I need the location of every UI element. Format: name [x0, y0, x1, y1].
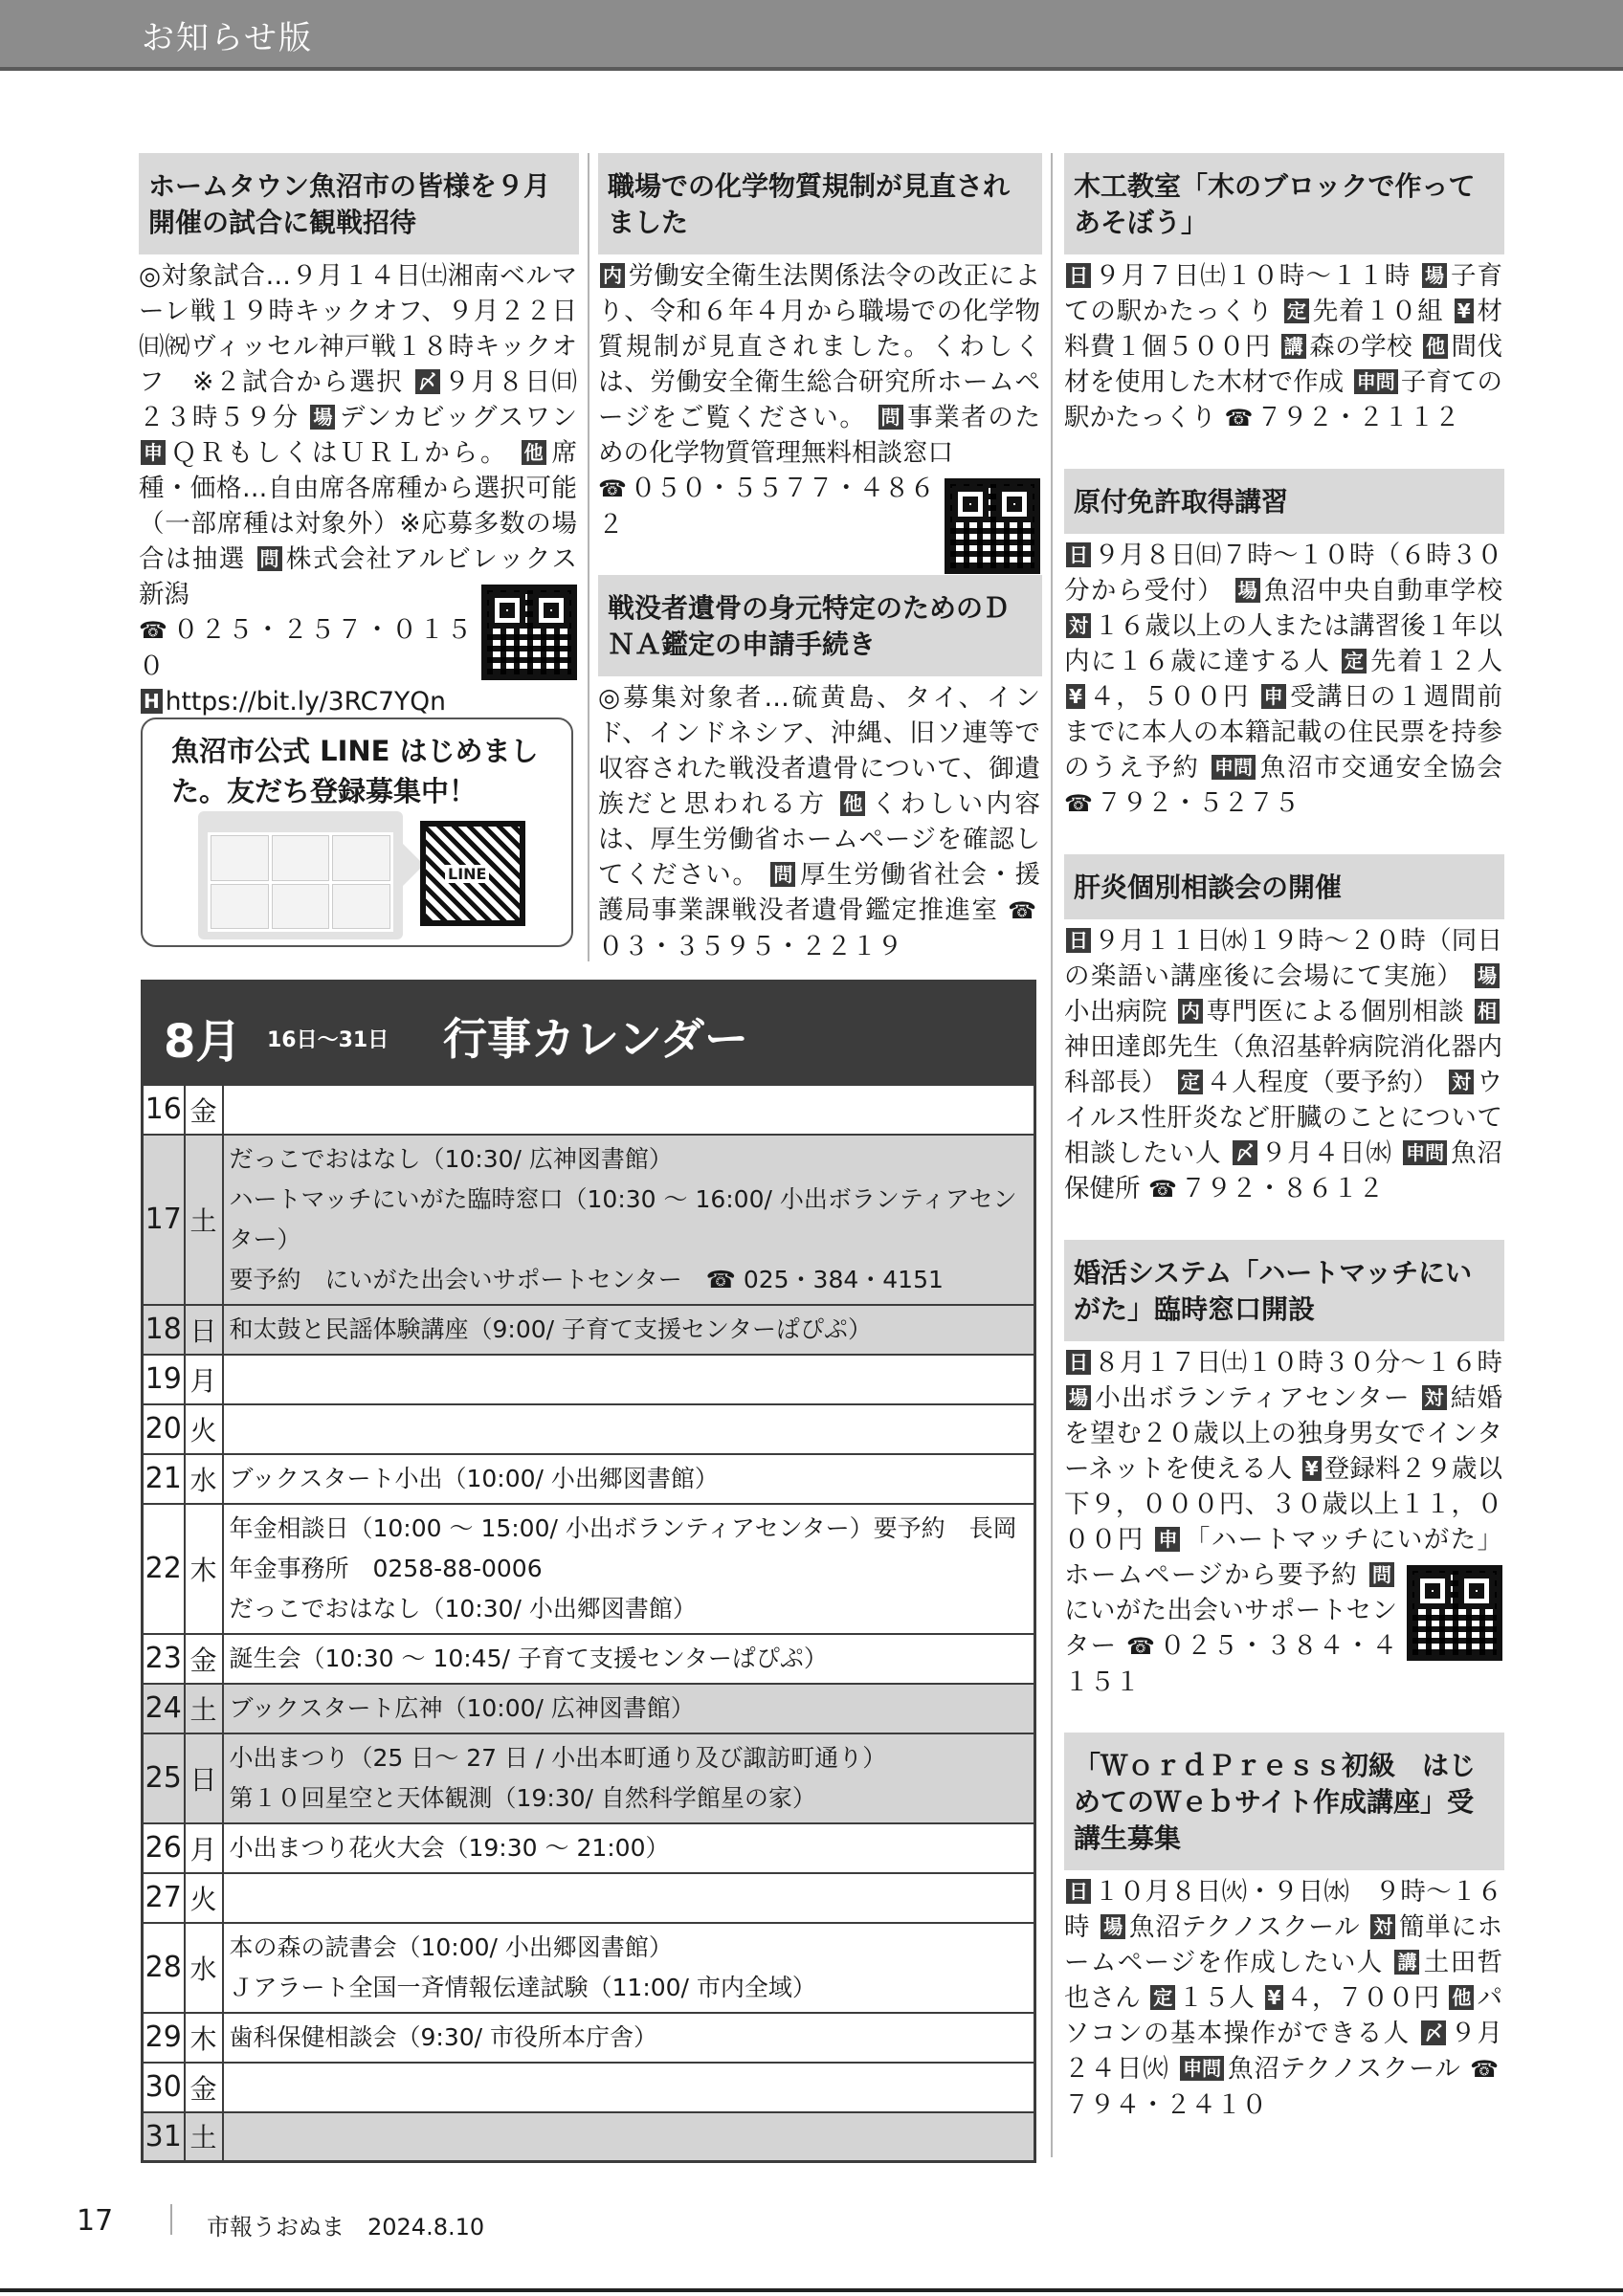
place-tag: 場 — [310, 405, 335, 430]
column-divider-2 — [1051, 153, 1053, 2157]
phone-number: ０２５・２５７・０１５０ — [139, 615, 472, 681]
contact-tag: 問 — [770, 862, 795, 887]
phone-icon: ☎ — [139, 617, 169, 644]
place-tag: 場 — [1475, 963, 1500, 988]
calendar-weekday: 土 — [185, 1135, 223, 1305]
calendar-day: 29 — [143, 2013, 185, 2063]
article-title: 職場での化学物質規制が見直されました — [598, 153, 1042, 254]
article-body: 日 ９月８日㈰７時～１０時（６時３０分から受付） 場 魚沼中央自動車学校 対 １６歳以上の人または講習後１年以内に１６歳に達する人 定 先着１２人 ¥ ４，５００円 申 受講日の１週間前までに本人の本籍記載の住民票を持参のうえ予約 申問 魚沼市交通安全協会 ☎ ７９２・５２７５ — [1064, 541, 1503, 818]
calendar-events — [223, 1923, 1035, 2013]
fee-tag: ¥ — [1265, 1985, 1284, 2010]
target-tag: 対 — [1066, 613, 1091, 638]
calendar-weekday: 水 — [185, 1454, 223, 1504]
article-body: 日 ９月１１日㈬１９時～２０時（同日の楽語い講座後に会場にて実施） 場小出病院 内 専門医による個別相談 相神田達郎先生（魚沼基幹病院消化器内科部長） 定 ４人程度（要予約） 対 ウイルス性肝炎など肝臓のことについて相談したい人 〆 ９月４日㈬ 申問 魚沼保健所 ☎ ７９２・８６１２ — [1064, 926, 1502, 1203]
calendar-events — [223, 2112, 1035, 2162]
article-title: 原付免許取得講習 — [1064, 469, 1504, 534]
calendar-event: 要予約 にいがた出会いサポートセンター ☎ 025・384・4151 — [229, 1265, 944, 1293]
calendar-event: ハートマッチにいがた臨時窓口（10:30 ～ 16:00/ 小出ボランティアセンター） — [229, 1184, 1017, 1253]
calendar-range: 16日～31日 — [267, 1028, 389, 1052]
calendar-event: 小出まつり花火大会（19:30 ～ 21:00） — [229, 1833, 670, 1862]
calendar-event: ブックスタート広神（10:00/ 広神図書館） — [229, 1693, 695, 1722]
bottom-rule — [0, 2288, 1623, 2292]
calendar-row — [143, 1305, 1035, 1355]
article-body: 内 労働安全衛生法関係法令の改正により、令和６年４月から職場での化学物質規制が見直されました。くわしくは、労働安全衛生総合研究所ホームページをご覧ください。 問 事業者のための化学物質管理無料相談窓口 ☎ ０５０・５５７７・４８６２ — [598, 254, 1042, 542]
calendar-weekday: 日 — [185, 1305, 223, 1355]
date-tag: 日 — [1066, 542, 1091, 567]
event-calendar — [141, 980, 1036, 2163]
calendar-events — [223, 2013, 1035, 2063]
lecturer-tag: 講 — [1394, 1950, 1419, 1975]
publication-name: 市報うおぬま 2024.8.10 — [207, 2214, 485, 2241]
calendar-event: 第１０回星空と天体観測（19:30/ 自然科学館星の家） — [229, 1783, 816, 1812]
calendar-month: 8月 — [164, 1015, 242, 1069]
calendar-row — [143, 1355, 1035, 1404]
phone-icon: ☎ — [1147, 1176, 1177, 1203]
target-tag: 対 — [1422, 1385, 1447, 1410]
apply-tag: 申 — [1155, 1527, 1180, 1552]
deadline-tag: 〆 — [1421, 2020, 1446, 2045]
phone-number: ７９２・２１１２ — [1256, 403, 1460, 432]
section-title: お知らせ版 — [142, 19, 313, 57]
place-tag: 場 — [1422, 263, 1447, 288]
calendar-weekday: 火 — [185, 1873, 223, 1923]
calendar-row — [143, 1085, 1035, 1135]
fee-tag: ¥ — [1455, 298, 1474, 323]
calendar-row — [143, 2112, 1035, 2162]
calendar-events — [223, 1454, 1035, 1504]
calendar-day: 18 — [143, 1305, 185, 1355]
article-body: 日 １０月８日㈫・９日㈬ ９時～１６時 場 魚沼テクノスクール 対 簡単にホームページを作成したい人 講 土田哲也さん 定 １５人 ¥ ４，７００円 他 パソコンの基本操作ができる人 〆 ９月２４日㈫ 申問 魚沼テクノスクール ☎７９４・２４１０ — [1064, 1877, 1502, 2120]
calendar-day: 25 — [143, 1733, 185, 1823]
calendar-event: ブックスタート小出（10:00/ 小出郷図書館） — [229, 1464, 719, 1492]
calendar-event: Ｊアラート全国一斉情報伝達試験（11:00/ 市内全域） — [229, 1973, 816, 2001]
article-moped-license — [1064, 469, 1504, 822]
calendar-event: 誕生会（10:30 ～ 10:45/ 子育て支援センターぱぴぷ） — [229, 1644, 828, 1672]
calendar-events — [223, 1305, 1035, 1355]
calendar-row — [143, 2013, 1035, 2063]
calendar-day: 19 — [143, 1355, 185, 1404]
calendar-weekday: 木 — [185, 2013, 223, 2063]
calendar-header — [141, 980, 1036, 1083]
calendar-row — [143, 1923, 1035, 2013]
calendar-day: 26 — [143, 1823, 185, 1873]
article-title: ホームタウン魚沼市の皆様を９月開催の試合に観戦招待 — [139, 153, 579, 254]
fee-tag: ¥ — [1302, 1456, 1322, 1481]
calendar-weekday: 木 — [185, 1504, 223, 1634]
calendar-events — [223, 1684, 1035, 1733]
phone-icon: ☎ — [598, 475, 627, 502]
calendar-day: 21 — [143, 1454, 185, 1504]
article-chemical-regulation — [598, 153, 1042, 542]
header-rule — [0, 67, 1623, 71]
calendar-day: 31 — [143, 2112, 185, 2162]
calendar-day: 20 — [143, 1404, 185, 1454]
calendar-weekday: 土 — [185, 1684, 223, 1733]
calendar-events — [223, 1873, 1035, 1923]
capacity-tag: 定 — [1342, 649, 1367, 673]
capacity-tag: 定 — [1150, 1985, 1175, 2010]
article-title: 肝炎個別相談会の開催 — [1064, 854, 1504, 919]
contact-tag: 問 — [257, 546, 282, 571]
calendar-weekday: 火 — [185, 1404, 223, 1454]
phone-icon: ☎ — [1064, 790, 1093, 817]
article-match-invitation — [139, 153, 579, 719]
phone-icon: ☎ — [1008, 897, 1036, 924]
date-tag: 日 — [1066, 263, 1091, 288]
calendar-row — [143, 1634, 1035, 1684]
phone-number: ７９２・５２７５ — [1096, 788, 1300, 818]
place-tag: 場 — [1066, 1385, 1091, 1410]
calendar-events — [223, 1404, 1035, 1454]
phone-number: ７９４・２４１０ — [1064, 2090, 1267, 2120]
calendar-day: 23 — [143, 1634, 185, 1684]
calendar-day: 22 — [143, 1504, 185, 1634]
line-promo-box — [141, 718, 573, 947]
article-title: 婚活システム「ハートマッチにいがた」臨時窓口開設 — [1064, 1240, 1504, 1341]
calendar-events — [223, 1504, 1035, 1634]
contact-tag: 問 — [1369, 1562, 1394, 1587]
calendar-day: 30 — [143, 2063, 185, 2112]
phone-number: ７９２・８６１２ — [1180, 1174, 1384, 1203]
target-tag: 対 — [1449, 1070, 1474, 1094]
article-title: 「ＷｏｒｄＰｒｅｓｓ初級 はじめてのＷｅｂサイト作成講座」受講生募集 — [1064, 1733, 1504, 1870]
calendar-table — [141, 1083, 1036, 2163]
calendar-weekday: 金 — [185, 1085, 223, 1135]
date-tag: 日 — [1066, 1350, 1091, 1375]
url-link[interactable]: https://bit.ly/3RC7YQn — [165, 687, 446, 717]
phone-icon: ☎ — [1224, 405, 1254, 431]
calendar-day: 24 — [143, 1684, 185, 1733]
calendar-events — [223, 1634, 1035, 1684]
calendar-weekday: 金 — [185, 2063, 223, 2112]
phone-icon: ☎ — [1470, 2056, 1499, 2083]
calendar-weekday: 金 — [185, 1634, 223, 1684]
apply-contact-tag: 申問 — [1354, 369, 1398, 394]
calendar-events — [223, 2063, 1035, 2112]
line-qr-label: LINE — [445, 865, 489, 883]
calendar-row — [143, 1733, 1035, 1823]
calendar-weekday: 土 — [185, 2112, 223, 2162]
calendar-event: 和太鼓と民謡体験講座（9:00/ 子育て支援センターぱぴぷ） — [229, 1314, 873, 1343]
fee-tag: ¥ — [1066, 684, 1085, 709]
article-body: 日 ９月７日㈯１０時～１１時 場 子育ての駅かたっくり 定 先着１０組 ¥ 材料費１個５００円 講 森の学校 他 間伐材を使用した木材で作成 申問 子育ての駅かたっくり ☎ ７９２・２１１２ — [1064, 261, 1503, 432]
calendar-event: 本の森の読書会（10:00/ 小出郷図書館） — [229, 1932, 673, 1961]
apply-contact-tag: 申問 — [1212, 755, 1256, 780]
calendar-row — [143, 1504, 1035, 1634]
article-dna-appraisal — [598, 575, 1042, 964]
calendar-events — [223, 1355, 1035, 1404]
article-wordpress-course — [1064, 1733, 1504, 2123]
calendar-events — [223, 1135, 1035, 1305]
calendar-day: 28 — [143, 1923, 185, 2013]
calendar-event: 年金相談日（10:00 ～ 15:00/ 小出ボランティアセンター）要予約 長岡年金事務所 0258-88-0006 — [229, 1513, 1017, 1582]
place-tag: 場 — [1101, 1914, 1125, 1939]
calendar-day: 27 — [143, 1873, 185, 1923]
footer-divider — [170, 2204, 172, 2235]
calendar-row — [143, 2063, 1035, 2112]
apply-contact-tag: 申問 — [1180, 2056, 1224, 2081]
header-bar — [0, 0, 1623, 69]
calendar-weekday: 月 — [185, 1355, 223, 1404]
apply-tag: 申 — [1261, 684, 1286, 709]
contact-tag: 問 — [878, 405, 903, 430]
phone-number: ０５０・５５７７・４８６２ — [598, 474, 935, 540]
article-woodwork-class — [1064, 153, 1504, 436]
other-tag: 他 — [840, 791, 865, 816]
calendar-row — [143, 1873, 1035, 1923]
calendar-row — [143, 1684, 1035, 1733]
apply-contact-tag: 申問 — [1403, 1140, 1447, 1165]
capacity-tag: 定 — [1178, 1070, 1203, 1094]
calendar-row — [143, 1404, 1035, 1454]
calendar-row — [143, 1135, 1035, 1305]
deadline-tag: 〆 — [415, 369, 440, 394]
other-tag: 他 — [522, 440, 546, 465]
article-body: ◎対象試合…９月１４日㈯湘南ベルマーレ戦１９時キックオフ、９月２２日㈰㈷ヴィッセル神戸戦１８時キックオフ ※２試合から選択 〆 ９月８日㈰２３時５９分 場 デンカビッグスワン 申 ＱＲもしくはＵＲＬから。 他 席種・価格…自由席各席種から選択可能（一部席種は対象外）※応募多数の場合は抽選 問 株式会社アルビレックス新潟 ☎ ０２５・２５７・０１５０ H https://bit.ly/3RC7YQn — [139, 261, 577, 717]
calendar-events — [223, 1085, 1035, 1135]
article-title: 戦没者遺骨の身元特定のためのＤＮＡ鑑定の申請手続き — [598, 575, 1042, 676]
calendar-weekday: 月 — [185, 1823, 223, 1873]
calendar-weekday: 水 — [185, 1923, 223, 2013]
page-number: 17 — [77, 2204, 114, 2238]
date-tag: 日 — [1066, 1879, 1091, 1904]
url-tag: H — [141, 689, 163, 714]
article-konkatsu-system — [1064, 1240, 1504, 1700]
calendar-weekday: 日 — [185, 1733, 223, 1823]
calendar-row — [143, 1454, 1035, 1504]
content-tag: 内 — [1178, 999, 1203, 1024]
apply-tag: 申 — [141, 440, 166, 465]
line-app-screenshot — [198, 811, 403, 939]
calendar-row — [143, 1823, 1035, 1873]
consult-tag: 相 — [1475, 999, 1500, 1024]
content-tag: 内 — [600, 263, 625, 288]
article-title: 木工教室「木のブロックで作ってあそぼう」 — [1064, 153, 1504, 254]
column-2 — [598, 153, 1042, 997]
calendar-event: 歯科保健相談会（9:30/ 市役所本庁舎） — [229, 2022, 658, 2051]
calendar-title: 行事カレンダー — [443, 1013, 749, 1065]
deadline-tag: 〆 — [1233, 1140, 1257, 1165]
phone-icon: ☎ — [1125, 1633, 1157, 1660]
qr-code[interactable] — [945, 478, 1040, 574]
calendar-events — [223, 1823, 1035, 1873]
qr-code[interactable] — [481, 585, 577, 680]
column-divider-1 — [588, 153, 589, 961]
lecturer-tag: 講 — [1281, 334, 1306, 359]
article-hepatitis-consultation — [1064, 854, 1504, 1207]
date-tag: 日 — [1066, 928, 1091, 953]
calendar-event: だっこでおはなし（10:30/ 広神図書館） — [229, 1144, 673, 1173]
other-tag: 他 — [1423, 334, 1448, 359]
calendar-day: 16 — [143, 1085, 185, 1135]
column-1 — [139, 153, 579, 752]
qr-code[interactable] — [1407, 1565, 1502, 1661]
article-body: ◎募集対象者…硫黄島、タイ、インド、インドネシア、沖縄、旧ソ連等で収容された戦没者遺骨について、御遺族だと思われる方 他 くわしい内容は、厚生労働省ホームページを確認してください。 問 厚生労働省社会・援護局事業課戦没者遺骨鑑定推進室 ☎０３・３５９５・２２１９ — [598, 683, 1041, 961]
calendar-event: 小出まつり（25 日～ 27 日 / 小出本町通り及び諏訪町通り） — [229, 1743, 887, 1772]
article-body: 日 ８月１７日㈯１０時３０分～１６時 場 小出ボランティアセンター 対 結婚を望む２０歳以上の独身男女でインターネットを使える人 ¥ 登録料２９歳以下９，０００円、３０歳以上１１，０００円 申 「ハートマッチにいがた」ホームページから要予約 問にいがた出会いサポートセンター ☎ ０２５・３８４・４１５１ — [1064, 1348, 1502, 1697]
calendar-event: だっこでおはなし（10:30/ 小出郷図書館） — [229, 1594, 697, 1623]
phone-number: ０３・３５９５・２２１９ — [598, 932, 902, 961]
line-promo-title: 魚沼市公式 LINE はじめました。友だち登録募集中！ — [171, 735, 539, 807]
place-tag: 場 — [1235, 578, 1260, 603]
other-tag: 他 — [1449, 1985, 1474, 2010]
calendar-day: 17 — [143, 1135, 185, 1305]
calendar-events — [223, 1733, 1035, 1823]
target-tag: 対 — [1370, 1914, 1395, 1939]
phone-number: ０２５・３８４・４１５１ — [1064, 1631, 1397, 1697]
capacity-tag: 定 — [1284, 298, 1309, 323]
column-3 — [1064, 153, 1504, 2155]
